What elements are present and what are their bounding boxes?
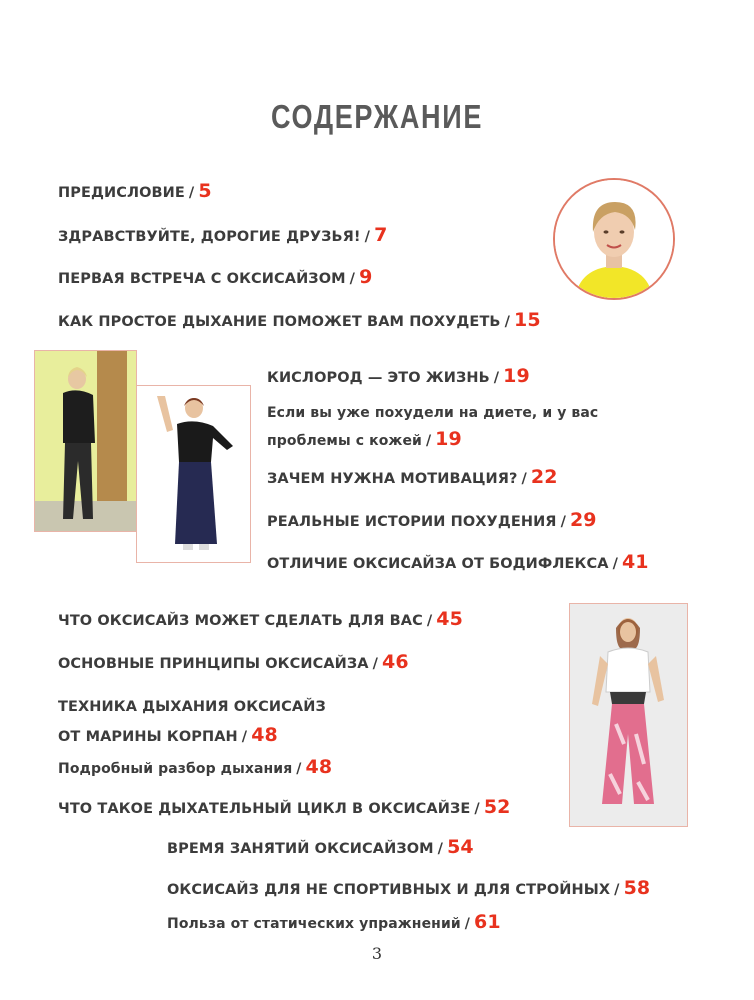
separator: / (372, 656, 379, 672)
entry-page: 29 (569, 509, 597, 531)
entry-title: КАК ПРОСТОЕ ДЫХАНИЕ ПОМОЖЕТ ВАМ ПОХУДЕТЬ (58, 314, 501, 330)
separator: / (612, 556, 618, 572)
entry-page: 5 (198, 180, 212, 202)
separator: / (474, 801, 480, 817)
separator: / (493, 370, 500, 386)
separator: / (188, 185, 195, 201)
page-number: 3 (371, 944, 383, 963)
entry-page: 22 (530, 466, 558, 488)
entry-page: 48 (305, 756, 333, 778)
entry-page: 7 (374, 224, 388, 246)
entry-title: ПРЕДИСЛОВИЕ (58, 185, 185, 201)
entry-page: 19 (435, 428, 462, 450)
separator: / (504, 314, 510, 330)
separator: / (426, 613, 433, 629)
entry-title: КИСЛОРОД — ЭТО ЖИЗНЬ (267, 370, 490, 386)
contents-title: СОДЕРЖАНИЕ (270, 98, 484, 135)
separator: / (521, 471, 527, 487)
entry-page: 41 (621, 551, 649, 573)
toc-entry-bodyflex[interactable] (267, 551, 649, 573)
entry-title: ЗАЧЕМ НУЖНА МОТИВАЦИЯ? (267, 471, 518, 487)
separator: / (364, 229, 371, 245)
entry-title-line1: ТЕХНИКА ДЫХАНИЯ ОКСИСАЙЗ (58, 699, 326, 715)
toc-entry-greeting[interactable] (58, 224, 387, 246)
toc-entry-preface[interactable] (58, 180, 212, 202)
entry-page: 61 (474, 911, 501, 933)
entry-title-line1: Если вы уже похудели на диете, и у вас (267, 405, 599, 421)
entry-page: 19 (503, 365, 530, 387)
entry-page: 48 (251, 724, 278, 746)
toc-entry-oxygen[interactable] (267, 365, 530, 387)
entry-title: ЗДРАВСТВУЙТЕ, ДОРОГИЕ ДРУЗЬЯ! (58, 229, 361, 245)
before-photo-1 (35, 351, 136, 531)
entry-page: 52 (483, 796, 511, 818)
entry-title: РЕАЛЬНЫЕ ИСТОРИИ ПОХУДЕНИЯ (267, 514, 557, 530)
entry-title-line2: проблемы с кожей (267, 433, 422, 449)
separator: / (241, 729, 248, 745)
entry-title: ОТЛИЧИЕ ОКСИСАЙЗА ОТ БОДИФЛЕКСА (267, 556, 609, 572)
separator: / (437, 841, 444, 857)
toc-entry-breathing-detail[interactable] (58, 756, 332, 778)
separator: / (425, 433, 432, 449)
entry-title-line2: ОТ МАРИНЫ КОРПАН (58, 729, 238, 745)
separator: / (349, 271, 356, 287)
entry-title: Подробный разбор дыхания (58, 761, 293, 777)
toc-entry-static[interactable] (167, 911, 501, 933)
toc-entry-cycle[interactable] (58, 796, 510, 818)
entry-title: ЧТО ОКСИСАЙЗ МОЖЕТ СДЕЛАТЬ ДЛЯ ВАС (58, 613, 423, 629)
toc-entry-stories[interactable] (267, 509, 597, 531)
before-photo-2 (137, 386, 250, 562)
separator: / (614, 882, 620, 898)
entry-title: ПЕРВАЯ ВСТРЕЧА С ОКСИСАЙЗОМ (58, 271, 346, 287)
entry-page: 58 (623, 877, 651, 899)
toc-entry-what-can-do[interactable] (58, 608, 463, 630)
separator: / (296, 761, 302, 777)
toc-entry-motivation[interactable] (267, 466, 558, 488)
entry-title: ОКСИСАЙЗ ДЛЯ НЕ СПОРТИВНЫХ И ДЛЯ СТРОЙНЫХ (167, 882, 611, 898)
entry-page: 46 (382, 651, 409, 673)
entry-page: 15 (514, 309, 541, 331)
separator: / (464, 916, 470, 932)
entry-title: ОСНОВНЫЕ ПРИНЦИПЫ ОКСИСАЙЗА (58, 656, 369, 672)
entry-title: ВРЕМЯ ЗАНЯТИЙ ОКСИСАЙЗОМ (167, 841, 434, 857)
entry-page: 54 (447, 836, 474, 858)
entry-title: Польза от статических упражнений (167, 916, 461, 932)
entry-title: ЧТО ТАКОЕ ДЫХАТЕЛЬНЫЙ ЦИКЛ В ОКСИСАЙЗЕ (58, 801, 471, 817)
toc-entry-skin[interactable] (267, 400, 598, 454)
toc-entry-first-meeting[interactable] (58, 266, 372, 288)
toc-entry-technique[interactable] (58, 693, 326, 751)
toc-entry-breathing[interactable] (58, 309, 541, 331)
separator: / (560, 514, 566, 530)
entry-page: 9 (359, 266, 373, 288)
entry-page: 45 (436, 608, 463, 630)
toc-entry-non-sport[interactable] (167, 877, 650, 899)
after-photo (570, 604, 687, 826)
toc-entry-time[interactable] (167, 836, 474, 858)
toc-entry-principles[interactable] (58, 651, 409, 673)
portrait-photo (555, 180, 673, 298)
